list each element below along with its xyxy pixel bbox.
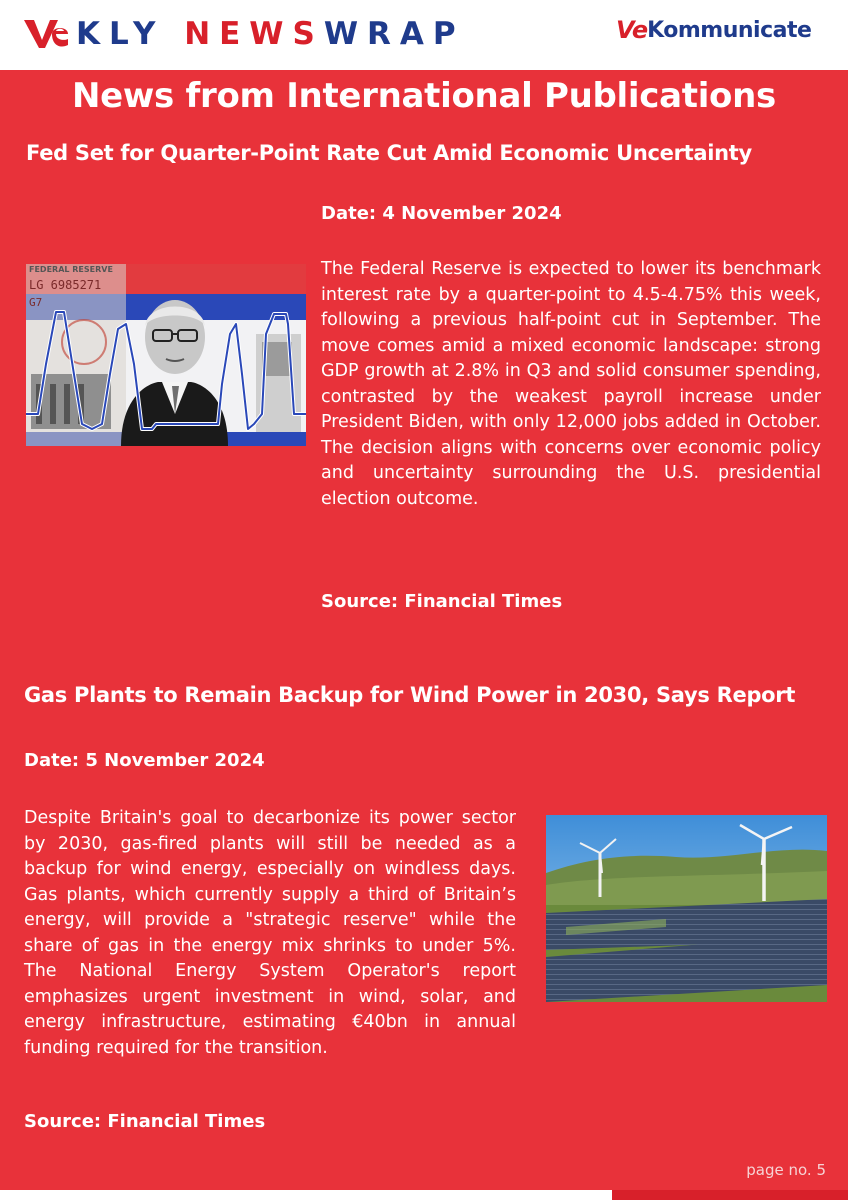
page-number: page no. 5 (746, 1161, 826, 1179)
article-2-source: Source: Financial Times (24, 1111, 266, 1132)
logo-ve: Ve (616, 16, 648, 44)
page-title: News from International Publications (72, 76, 776, 116)
vekommunicate-logo (616, 15, 811, 45)
fed-image-serial: LG 6985271 (29, 278, 102, 292)
wind-solar-farm-image (546, 815, 827, 1002)
article-2-body: Despite Britain's goal to decarbonize its power sector by 2030, gas-fired plants will still be needed as a backup for wind energy, especially on windless days. Gas plants, which currently supply a third of Britain’s energy, will provide a "strategic reserve" while the share of gas in the energy mix shrinks to under 5%. The National Energy System Operator's report emphasizes urgent investment in wind, solar, and energy infrastructure, estimating €40bn in annual funding required for the transition. (24, 808, 516, 1058)
article-2-date: Date: 5 November 2024 (24, 750, 265, 771)
article-1-source: Source: Financial Times (321, 591, 563, 612)
footer-accent (612, 1190, 848, 1200)
fed-image-code: G7 (29, 296, 43, 309)
footer-band (0, 1190, 848, 1200)
fed-image-caption: FEDERAL RESERVE (29, 265, 113, 274)
newsletter-title (76, 16, 465, 52)
newsletter-title-part1: KLY (76, 16, 185, 52)
fed-chair-chart-image (26, 264, 306, 446)
ve-brand-mark-icon (22, 14, 72, 52)
article-1-date: Date: 4 November 2024 (321, 203, 562, 224)
logo-name: Kommunicate (647, 17, 812, 43)
newsletter-title-part3: WRAP (323, 16, 465, 52)
article-1-headline: Fed Set for Quarter-Point Rate Cut Amid Economic Uncertainty (26, 141, 752, 165)
article-1-body: The Federal Reserve is expected to lower its benchmark interest rate by a quarter-point to 4.5-4.75% this week, following a previous half-point cut in September. The move comes amid a mixed economic landscape: strong GDP growth at 2.8% in Q3 and solid consumer spending, contrasted by the weakest payroll increase under President Biden, with only 12,000 jobs added in October. The decision aligns with concerns over economic policy and uncertainty surrounding the U.S. presidential election outcome. (321, 259, 821, 509)
article-2-headline: Gas Plants to Remain Backup for Wind Power in 2030, Says Report (24, 683, 796, 707)
newsletter-title-part2: NEWS (184, 16, 324, 52)
newsletter-header (0, 0, 848, 70)
